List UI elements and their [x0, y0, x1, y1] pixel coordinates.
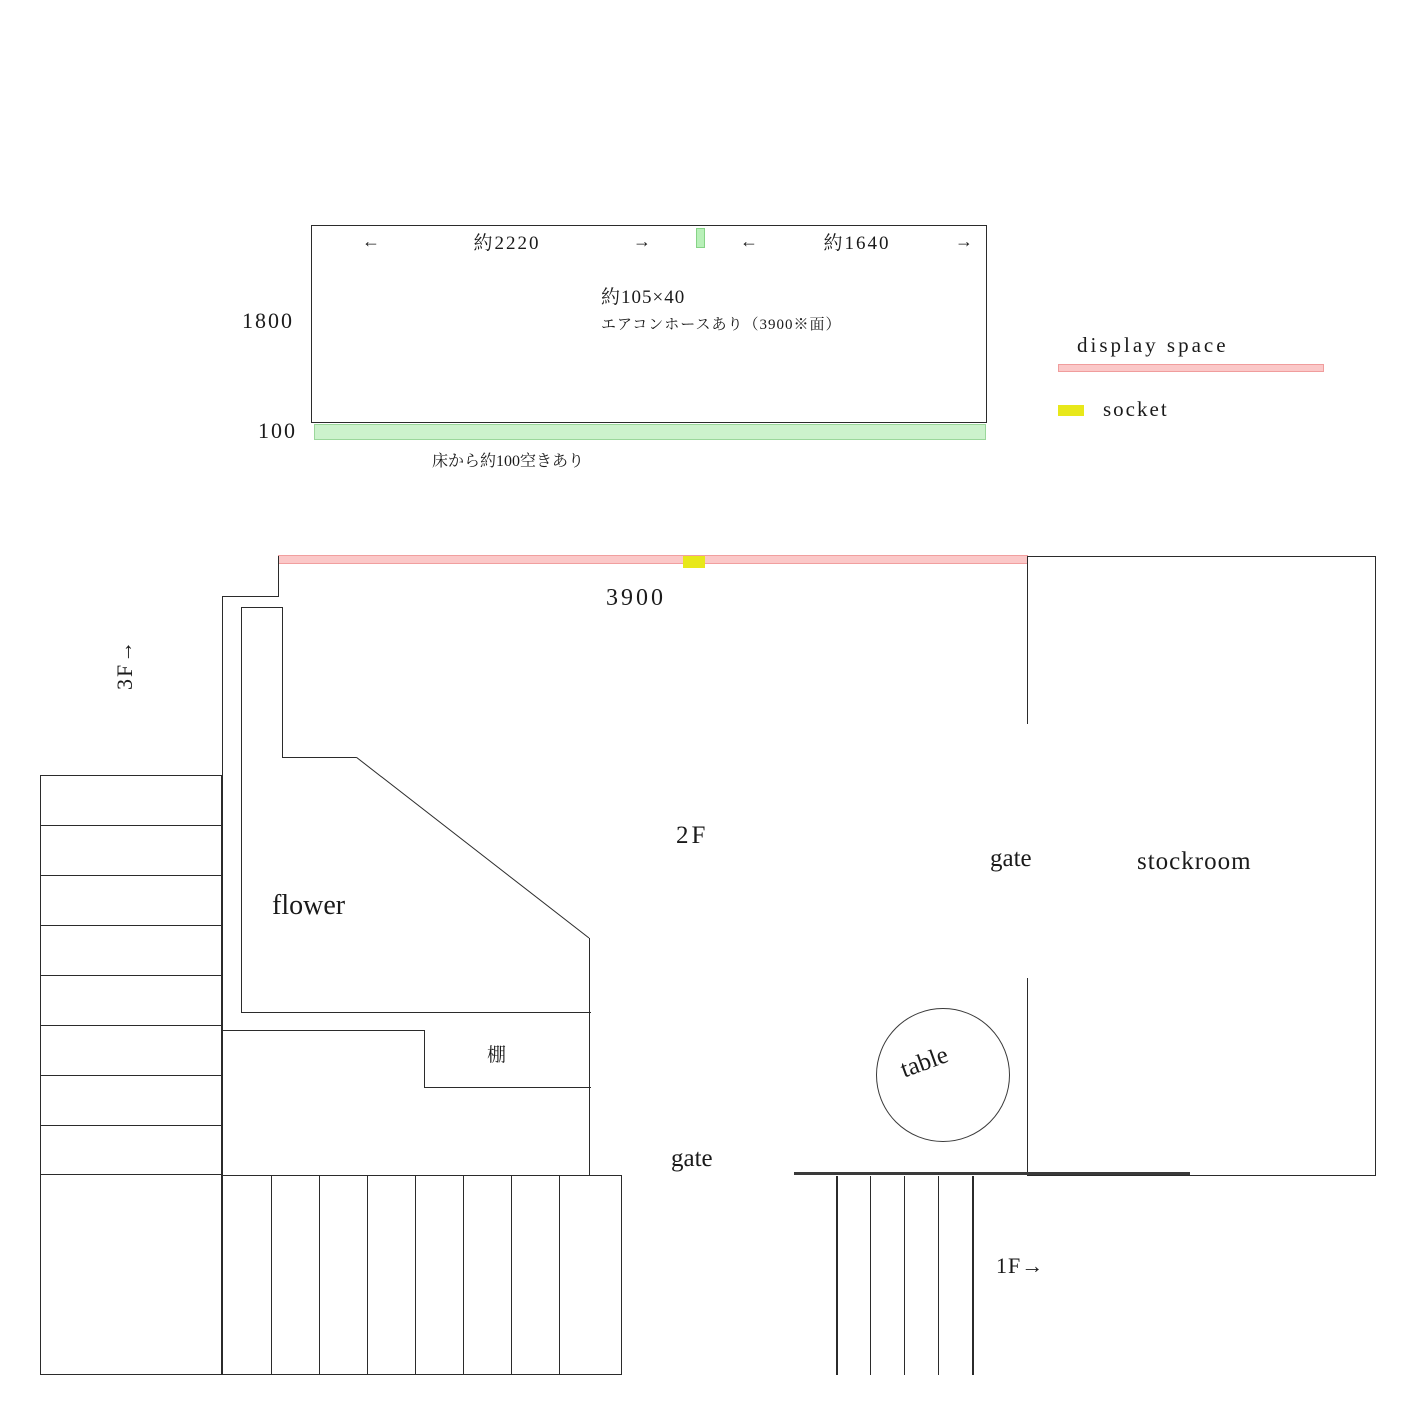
stair-step — [41, 925, 221, 926]
gate-partition-upper — [1027, 556, 1028, 724]
stair-step — [41, 1075, 221, 1076]
flower-counter-diagonal-edge — [356, 757, 591, 939]
label-table: table — [897, 1041, 952, 1084]
label-gate-upper: gate — [990, 845, 1032, 872]
wall-right — [1375, 556, 1376, 1176]
flower-counter-top-edge — [241, 607, 283, 608]
flower-counter-right-edge — [589, 938, 590, 1013]
elevation-floor-gap-band — [314, 424, 986, 440]
dimension-right — [740, 228, 974, 255]
label-gate-lower: gate — [671, 1145, 713, 1172]
legend-display-space-swatch — [1058, 364, 1324, 372]
stair-step — [41, 1025, 221, 1026]
elevation-socket-marker — [696, 228, 705, 248]
round-table — [876, 1008, 1010, 1142]
stair-step — [559, 1176, 560, 1375]
arrow-left-icon: ← — [740, 231, 759, 251]
shelf-top-edge — [222, 1030, 425, 1031]
flower-counter-step-edge — [282, 757, 356, 758]
arrow-left-icon: ← — [362, 231, 381, 251]
socket-size-note: 約105×40 — [601, 287, 686, 308]
wall-left — [222, 596, 223, 1176]
shelf-right-edge-upper — [589, 1012, 590, 1032]
flower-counter-left-edge — [241, 607, 242, 1012]
elevation-gap-label: 100 — [258, 418, 297, 443]
stair-step — [41, 1125, 221, 1126]
shelf-left-edge — [424, 1030, 425, 1088]
wall-upper-left-return — [222, 596, 279, 597]
arrow-right-icon: → — [632, 231, 652, 251]
stair-step — [41, 875, 221, 876]
staircase-to-1f-right — [836, 1176, 974, 1375]
wall-upper-left-stub — [278, 556, 279, 596]
stair-step — [904, 1176, 905, 1375]
wall-top-right — [1028, 556, 1376, 557]
dimension-left — [362, 228, 652, 255]
stair-step — [870, 1176, 871, 1375]
shelf-right-edge — [589, 1030, 590, 1088]
aircon-hose-note: エアコンホースあり（3900※面） — [601, 317, 842, 333]
stair-step — [938, 1176, 939, 1375]
legend-socket-swatch — [1058, 405, 1084, 416]
dimension-left-label: 約2220 — [473, 233, 541, 254]
label-3f: 3F→ — [112, 638, 137, 690]
stair-step — [511, 1176, 512, 1375]
elevation-height-label: 1800 — [242, 308, 294, 333]
shelf-bottom-edge — [424, 1087, 591, 1088]
flower-counter-inner-edge — [282, 607, 283, 757]
landing-edge — [794, 1172, 1190, 1175]
wall-bottom-right — [1028, 1175, 1376, 1176]
legend-socket-label: socket — [1103, 397, 1169, 421]
platform-right-edge — [589, 1087, 590, 1176]
stair-step — [271, 1176, 272, 1375]
plan-wall-length-label: 3900 — [606, 585, 666, 611]
label-stockroom: stockroom — [1137, 848, 1252, 875]
staircase-to-3f — [40, 775, 222, 1175]
label-flower: flower — [272, 890, 346, 921]
stair-step — [41, 825, 221, 826]
dimension-right-label: 約1640 — [823, 233, 891, 254]
staircase-lower-shaft — [40, 1175, 222, 1375]
stair-step — [41, 975, 221, 976]
plan-display-space-strip — [278, 555, 1028, 564]
plan-socket-marker — [683, 556, 705, 568]
stair-step — [367, 1176, 368, 1375]
stair-step — [415, 1176, 416, 1375]
label-2f: 2F — [676, 822, 709, 849]
stair-step — [463, 1176, 464, 1375]
flower-counter-bottom-edge — [241, 1012, 591, 1013]
label-shelf: 棚 — [487, 1045, 507, 1066]
legend-display-space-label: display space — [1077, 333, 1229, 357]
floor-gap-note: 床から約100空きあり — [432, 453, 585, 470]
staircase-to-1f-left — [222, 1176, 622, 1375]
gate-partition-lower — [1027, 978, 1028, 1176]
label-1f: 1F→ — [996, 1253, 1045, 1278]
stair-step — [319, 1176, 320, 1375]
arrow-right-icon: → — [954, 231, 974, 251]
